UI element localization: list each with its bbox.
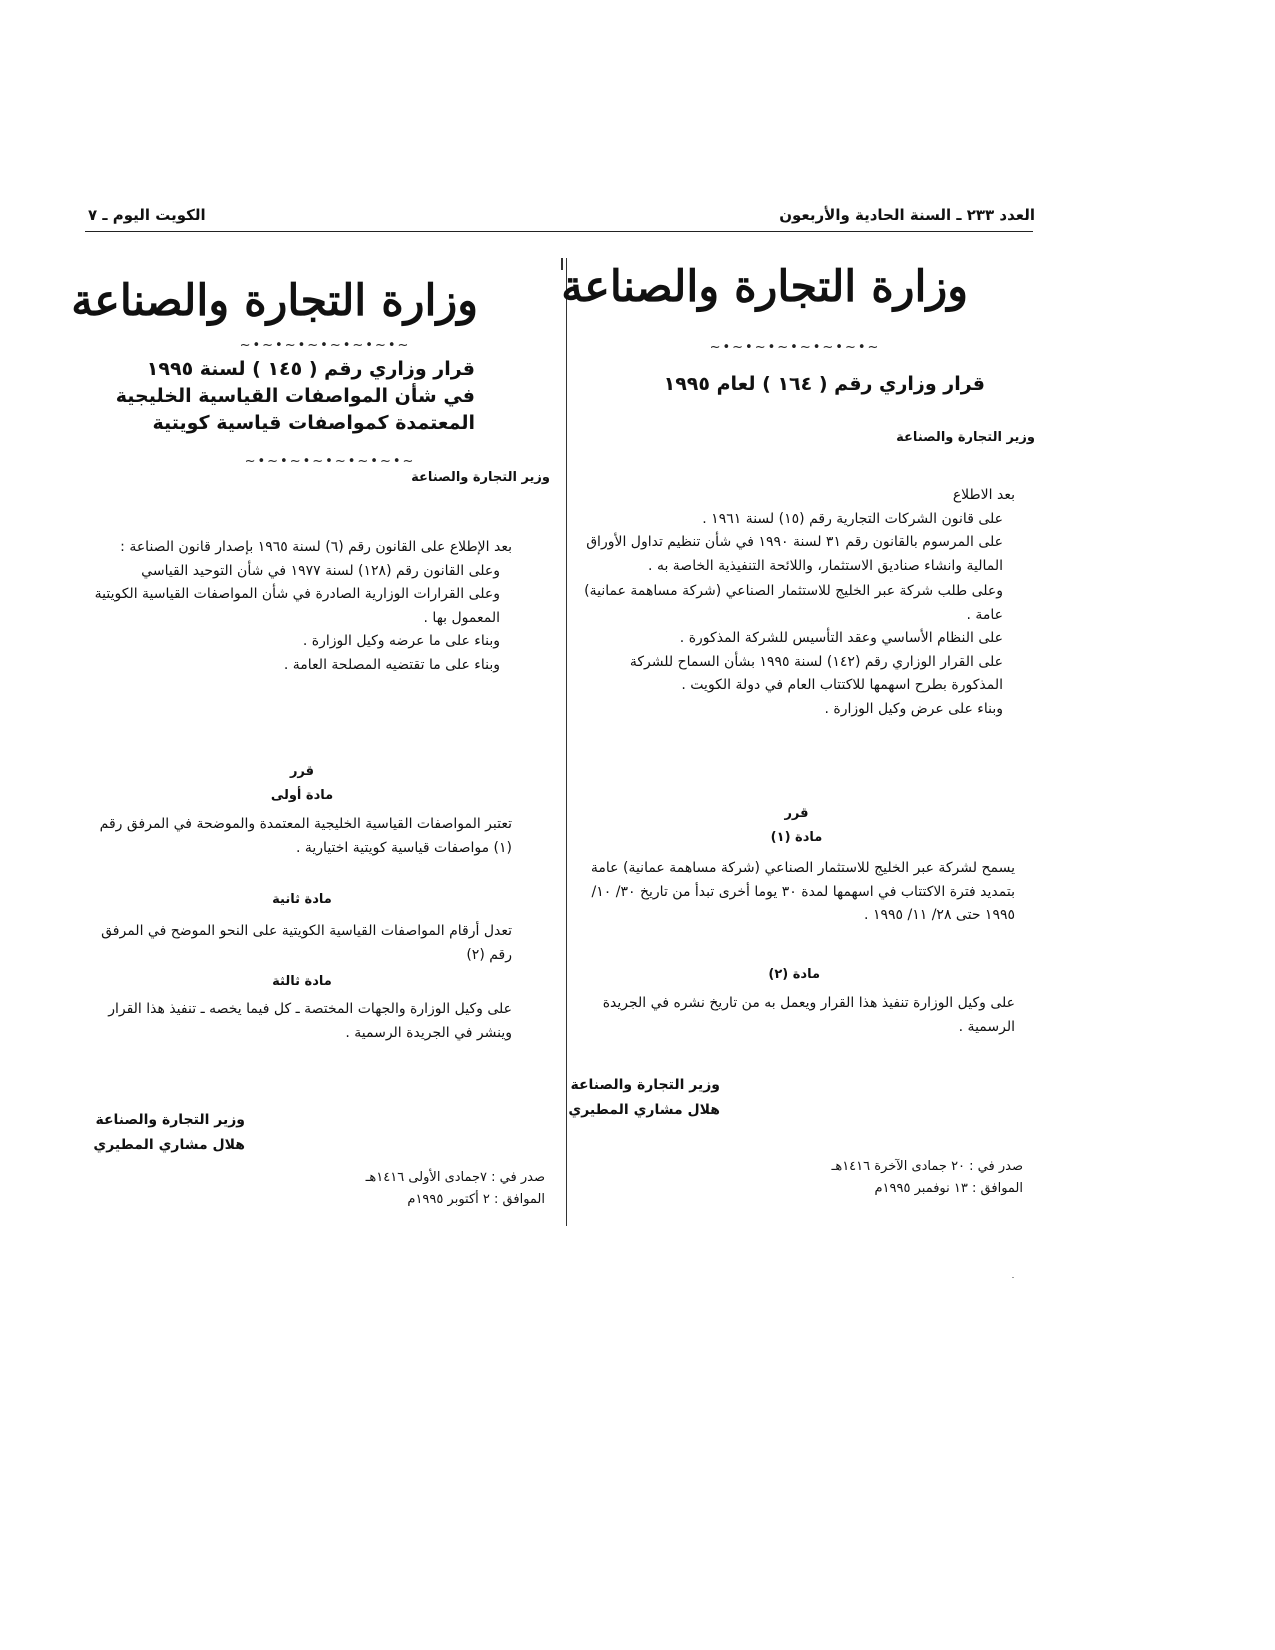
article-1-heading-right: مادة (١) (770, 830, 823, 845)
minister-heading-right: وزير التجارة والصناعة (896, 430, 1035, 445)
preamble-line: وبناء على عرض وكيل الوزارة . (824, 700, 1003, 717)
decree-title-line: المعتمدة كمواصفات قياسية كويتية (152, 412, 475, 434)
signature-left (93, 1108, 245, 1158)
preamble-right (578, 484, 1015, 721)
decree-title-left (116, 356, 475, 437)
preamble-line: وعلى طلب شركة عبر الخليج للاستثمار الصناعي (شركة مساهمة عمانية) عامة . (584, 583, 1003, 623)
ministry-banner-right: وزارة التجارة والصناعة (561, 262, 968, 312)
signature-title: وزير التجارة والصناعة (95, 1112, 245, 1128)
signature-name: هلال مشاري المطيري (93, 1137, 245, 1153)
preamble-line: وعلى القانون رقم (١٢٨) لسنة ١٩٧٧ في شأن التوحيد القياسي (141, 562, 500, 579)
issued-hijri: صدر في : ٢٠ جمادى الآخرة ١٤١٦هـ (831, 1159, 1023, 1174)
preamble-line: على قانون الشركات التجارية رقم (١٥) لسنة ١٩٦١ . (702, 510, 1003, 527)
issued-gregorian: الموافق : ٢ أكتوبر ١٩٩٥م (407, 1192, 545, 1207)
ornament-left: ~•~•~•~•~•~•~•~ (239, 338, 411, 353)
article-3-text-left: على وكيل الوزارة والجهات المختصة ـ كل فيما يخصه ـ تنفيذ هذا القرار وينشر في الجريدة الرسمية . (108, 1001, 512, 1041)
preamble-line: على المرسوم بالقانون رقم ٣١ لسنة ١٩٩٠ في شأن تنظيم تداول الأوراق المالية وانشاء صناديق الاستثمار، واللائحة التنفيذية الخاصة به . (586, 534, 1003, 574)
preamble-line: وعلى القرارات الوزارية الصادرة في شأن المواصفات القياسية الكويتية المعمول بها . (94, 586, 500, 626)
running-header-issue: العدد ٢٣٣ ـ السنة الحادية والأربعون (779, 206, 1035, 224)
preamble-line: وبناء على ما عرضه وكيل الوزارة . (302, 633, 500, 649)
header-rule (85, 231, 1033, 232)
article-2-text-right: على وكيل الوزارة تنفيذ هذا القرار ويعمل به من تاريخ نشره في الجريدة الرسمية . (602, 995, 1015, 1035)
issued-right (832, 1156, 1023, 1200)
article-2-text-left: تعدل أرقام المواصفات القياسية الكويتية على النحو الموضح في المرفق رقم (٢) (101, 923, 512, 963)
preamble-line: بعد الاطلاع (952, 487, 1015, 503)
article-2-heading-right: مادة (٢) (768, 967, 820, 982)
preamble-line: على القرار الوزاري رقم (١٤٢) لسنة ١٩٩٥ بشأن السماح للشركة المذكورة بطرح اسهمها للاكتتاب العام في دولة الكويت . (629, 653, 1003, 693)
decided-left: قرر (289, 764, 315, 779)
scan-speck (1012, 1277, 1014, 1278)
article-1-heading-left: مادة أولى (270, 788, 334, 803)
article-3-heading-left: مادة ثالثة (272, 974, 332, 989)
article-2-heading-left: مادة ثانية (272, 892, 332, 907)
preamble-left (92, 536, 512, 677)
issued-left (366, 1167, 545, 1211)
preamble-line: وبناء على ما تقتضيه المصلحة العامة . (283, 656, 500, 673)
decree-title-line: قرار وزاري رقم ( ١٤٥ ) لسنة ١٩٩٥ (146, 358, 475, 380)
signature-name: هلال مشاري المطيري (568, 1102, 720, 1118)
article-1-text-right: يسمح لشركة عبر الخليج للاستثمار الصناعي (شركة مساهمة عمانية) عامة بتمديد فترة الاكتتاب في اسهمها لمدة ٣٠ يوما أخرى تبدأ من تاريخ ٣٠/ ١٠/ ١٩٩٥ حتى ٢٨/ ١١/ ١٩٩٥ . (590, 860, 1015, 923)
issued-gregorian: الموافق : ١٣ نوفمبر ١٩٩٥م (874, 1181, 1023, 1196)
issued-hijri: صدر في : ٧جمادى الأولى ١٤١٦هـ (365, 1170, 545, 1185)
decree-title-line: في شأن المواصفات القياسية الخليجية (115, 385, 475, 407)
signature-title: وزير التجارة والصناعة (570, 1077, 720, 1093)
decided-right: قرر (784, 806, 809, 821)
preamble-line: على النظام الأساسي وعقد التأسيس للشركة المذكورة . (679, 630, 1003, 646)
running-header-page: الكويت اليوم ـ ٧ (88, 206, 206, 224)
ministry-banner-left: وزارة التجارة والصناعة (71, 276, 478, 326)
preamble-line: بعد الإطلاع على القانون رقم (٦) لسنة ١٩٦٥ بإصدار قانون الصناعة : (120, 539, 512, 555)
column-divider (566, 258, 567, 1226)
minister-heading-left: وزير التجارة والصناعة (411, 470, 550, 485)
article-1-text-left: تعتبر المواصفات القياسية الخليجية المعتمدة والموضحة في المرفق رقم (١) مواصفات قياسية كويتية اختيارية . (99, 816, 512, 856)
ornament-left-2: ~•~•~•~•~•~•~•~ (244, 454, 416, 469)
signature-right (568, 1073, 720, 1123)
ornament-right: ~•~•~•~•~•~•~•~ (709, 340, 881, 355)
decree-title-right: قرار وزاري رقم ( ١٦٤ ) لعام ١٩٩٥ (663, 373, 985, 395)
